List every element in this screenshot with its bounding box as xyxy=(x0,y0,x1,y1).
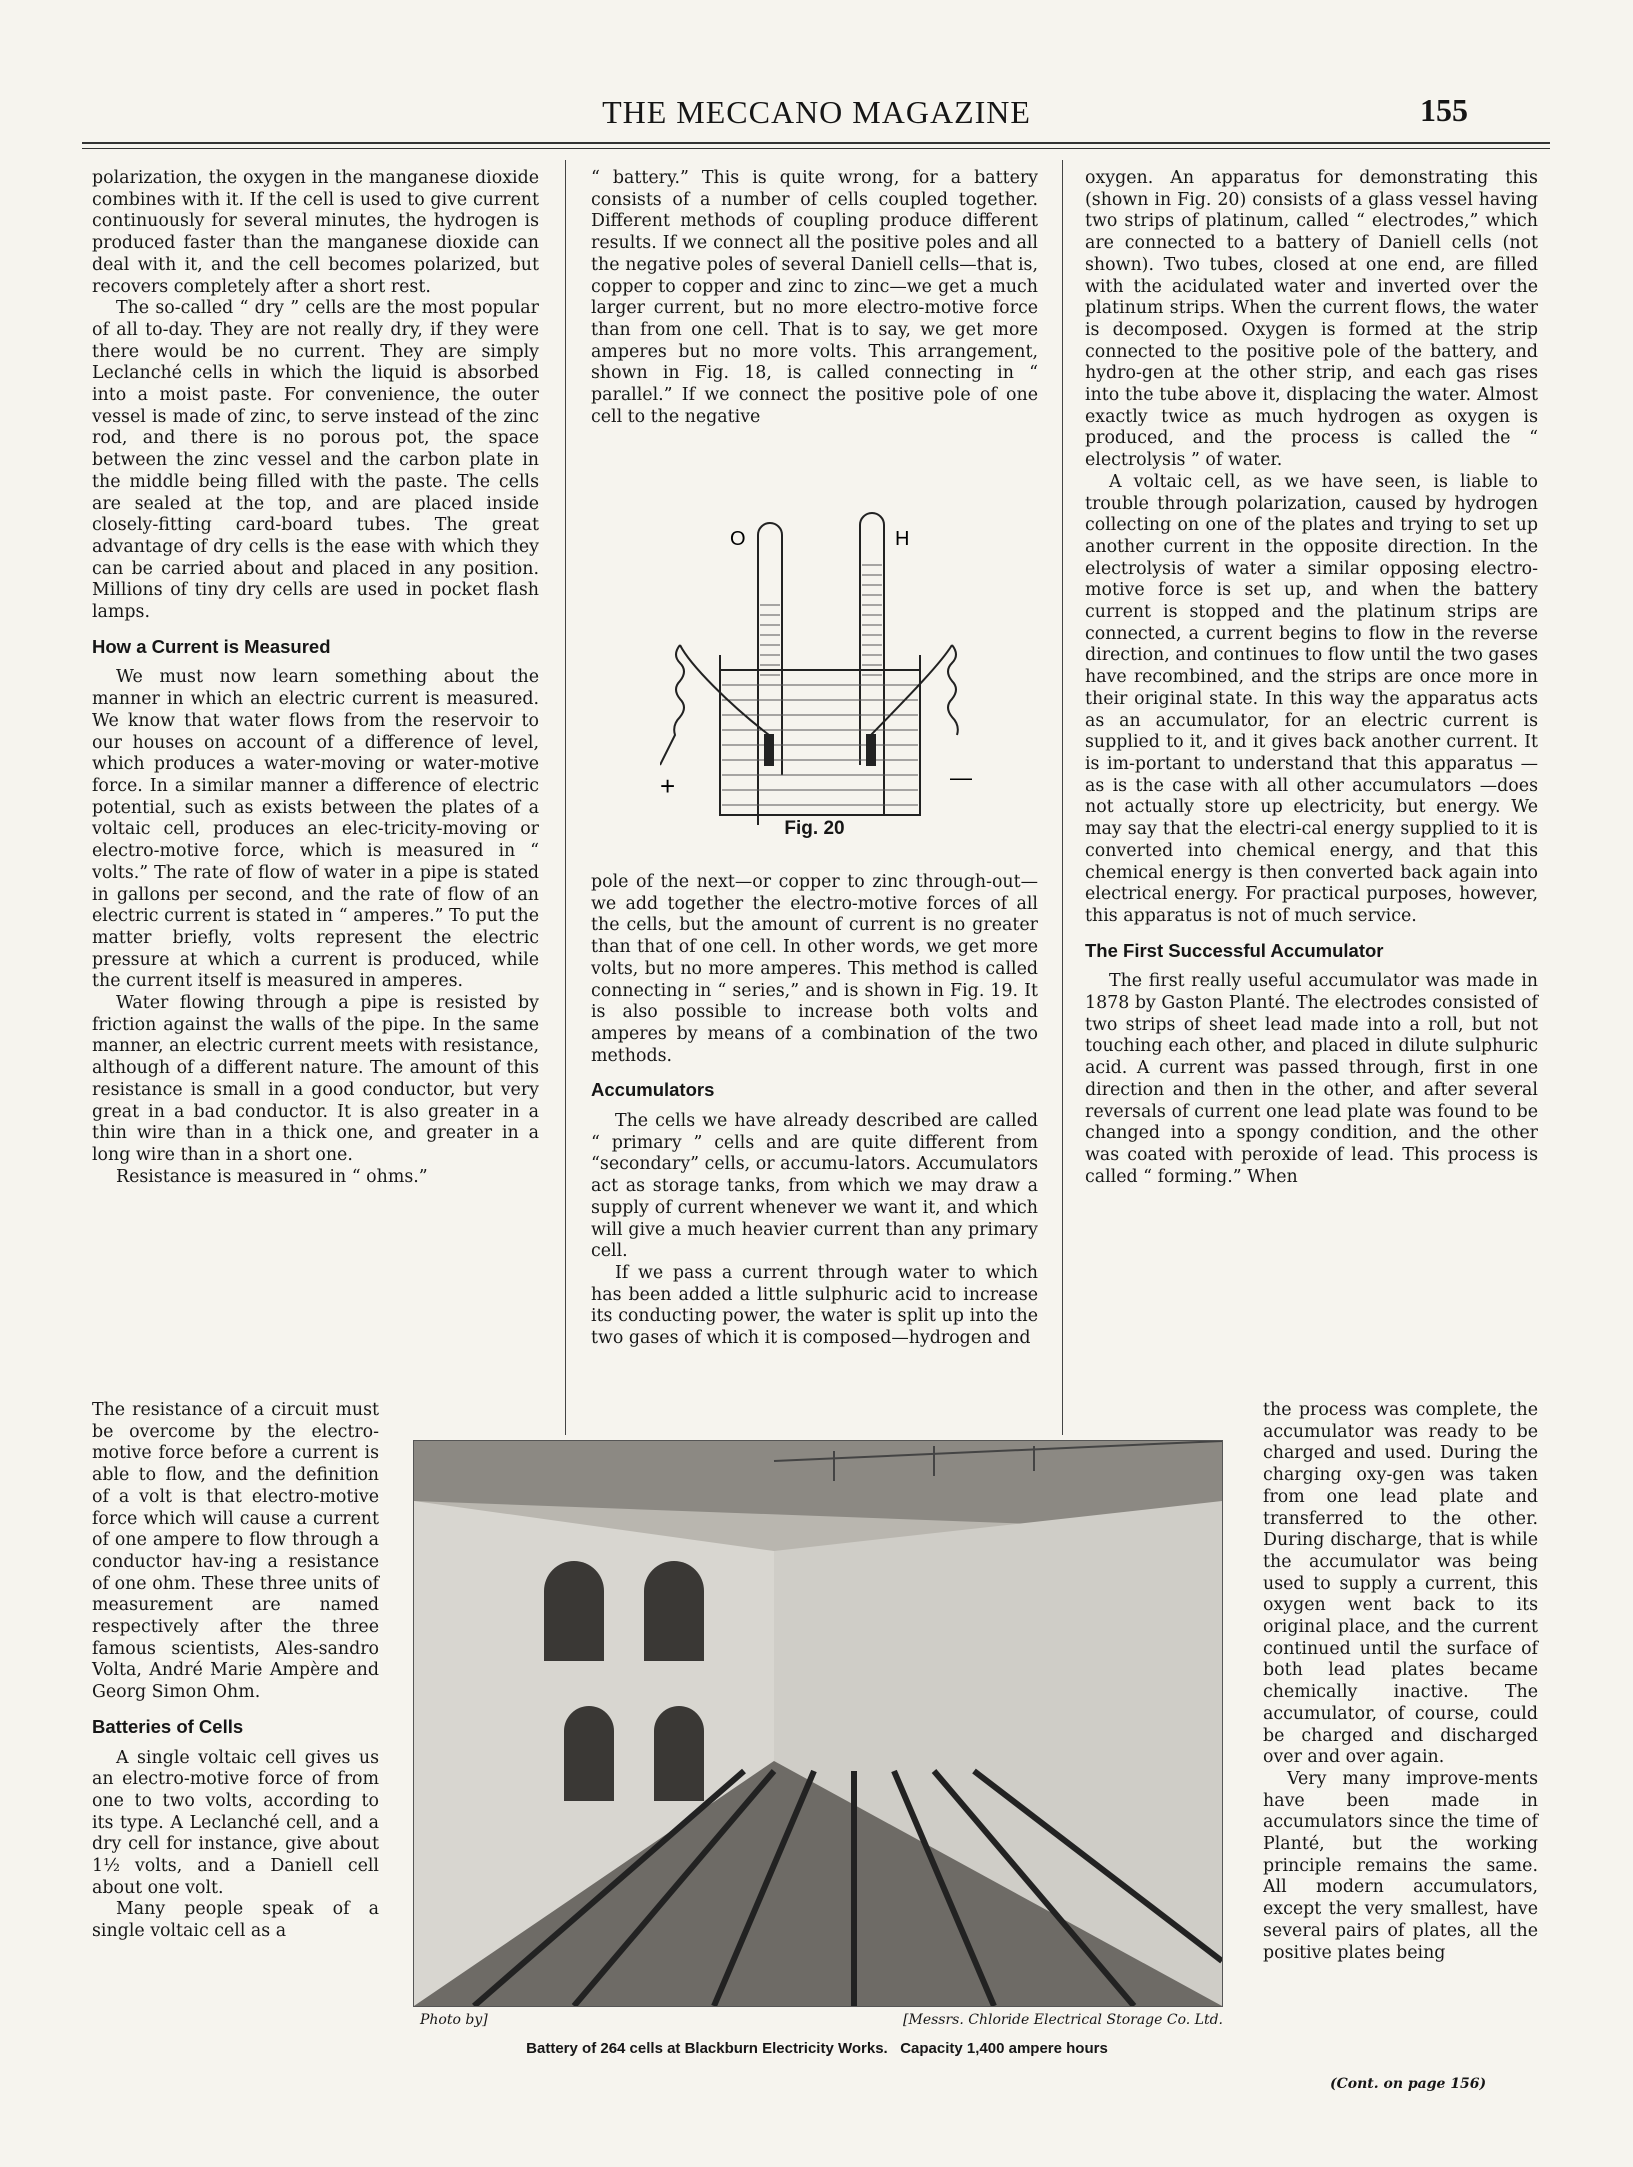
paragraph: “ battery.” This is quite wrong, for a battery consists of a number of cells coupled together. Different methods of coupling produce different results. If we connect all the positive poles and all the negative poles of several Daniell cells—that is, copper to copper and zinc to zinc—we get a much larger current, but no more electro-motive force than from one cell. That is to say, we get more amperes but no more volts. This arrangement, shown in Fig. 18, is called connecting in “ parallel.” If we connect the positive pole of one cell to the negative xyxy=(591,168,1038,427)
column-3-lower xyxy=(1263,1400,1538,1964)
paragraph: polarization, the oxygen in the manganese dioxide combines with it. If the cell is used to give current continuously for several minutes, the hydrogen is produced faster than the manganese dioxide can deal with it, and the cell becomes polarized, but recovers completely after a short rest. xyxy=(92,168,539,297)
figure-20-diagram xyxy=(660,505,980,850)
battery-room-photo xyxy=(413,1440,1223,2007)
paragraph: Water flowing through a pipe is resisted by friction against the walls of the pipe. In the same manner, an electric current meets with resistance, although of a different nature. The amount of this resistance is small in a good conductor, but very great in a bad conductor. It is also greater in a thin wire than in a thick one, and greater in a long wire than in a short one. xyxy=(92,993,539,1165)
paragraph: The first really useful accumulator was made in 1878 by Gaston Planté. The electrodes consisted of two strips of sheet lead made into a roll, but not touching each other, and placed in dilute sulphuric acid. A current was passed through, first in one direction and then in the other, and after several reversals of current one lead plate was found to be changed into a spongy condition, and the other was coated with peroxide of lead. This process is called “ forming.” When xyxy=(1085,971,1538,1187)
electrode-right xyxy=(867,735,875,765)
paragraph: The so-called “ dry ” cells are the most popular of all to-day. They are not really dry, if they were there would be no current. They are simply Leclanché cells in which the liquid is absorbed into a moist paste. For convenience, the outer vessel is made of zinc, to serve instead of the zinc rod, and there is no porous pot, the space between the zinc vessel and the carbon plate in the middle being filled with the paste. The cells are sealed at the top, and are placed inside closely-fitting card-board tubes. The great advantage of dry cells is the ease with which they can be carried about and placed in any position. Millions of tiny dry cells are used in pocket flash lamps. xyxy=(92,298,539,623)
paragraph: Resistance is measured in “ ohms.” xyxy=(116,1166,428,1187)
column-1 xyxy=(92,168,539,1188)
paragraph: Very many improve-ments have been made in accumulators since the time of Planté, but the working principle remains the same. All modern accumulators, except the very smallest, have several pairs of plates, all the positive plates being xyxy=(1263,1768,1538,1963)
paragraph: If we pass a current through water to which has been added a little sulphuric acid to increase its conducting power, the water is split up into the two gases of which it is composed—hydrogen and xyxy=(591,1262,1038,1349)
section-heading: Batteries of Cells xyxy=(92,1715,244,1737)
paragraph: The cells we have already described are called “ primary ” cells and are quite different from “secondary” cells, or accumu-lators. Accumulators act as storage tanks, from which we may draw a supply of current whenever we want it, and which will give a much heavier current than any primary cell. xyxy=(591,1111,1038,1262)
header-rule xyxy=(82,142,1550,144)
label-h: H xyxy=(895,528,910,550)
wire-left xyxy=(660,645,769,765)
column-3 xyxy=(1085,168,1538,1188)
column-divider-right xyxy=(1062,160,1063,1435)
figure-caption: Fig. 20 xyxy=(784,818,845,839)
photo-credit-left: Photo by] xyxy=(420,2012,488,2028)
paragraph: oxygen. An apparatus for demonstrating this (shown in Fig. 20) consists of a glass vessel having two strips of platinum, called “ electrodes,” which are connected to a battery of Daniell cells (not shown). Two tubes, closed at one end, are filled with the acidulated water and inverted over the platinum strips. When the current flows, the water is decomposed. Oxygen is formed at the strip connected to the positive pole of the battery, and hydro-gen at the other strip, and each gas rises into the tube above it, displacing the water. Almost exactly twice as much hydrogen as oxygen is produced, and the process is called the “ electrolysis ” of water. xyxy=(1085,168,1538,471)
tube-h xyxy=(860,513,884,815)
photo-credit-right: [Messrs. Chloride Electrical Storage Co. Ltd. xyxy=(903,2012,1223,2028)
label-plus: + xyxy=(660,771,676,801)
paragraph: The resistance of a circuit must be overcome by the electro-motive force before a current is able to flow, and the definition of a volt is that electro-motive force which will cause a current of one ampere to flow through a conductor hav-ing a resistance of one ohm. These three units of measurement are named respectively after the three famous scientists, Ales-sandro Volta, André Marie Ampère and Georg Simon Ohm. xyxy=(92,1400,379,1703)
tube-o xyxy=(758,523,782,825)
electrode-left xyxy=(765,735,773,765)
column-2 xyxy=(591,168,1038,428)
paragraph: A single voltaic cell gives us an electro-motive force of from one to two volts, according to its type. A Leclanché cell, and a dry cell for instance, give about 1½ volts, and a Daniell cell about one volt. xyxy=(92,1747,379,1898)
section-heading: How a Current is Measured xyxy=(92,635,331,657)
label-o: O xyxy=(730,528,746,550)
page-title: THE MECCANO MAGAZINE xyxy=(602,94,1031,130)
page-number: 155 xyxy=(1420,92,1468,128)
column-2-lower xyxy=(591,872,1038,1350)
paragraph: the process was complete, the accumulator was ready to be charged and used. During the charging oxy-gen was taken from one lead plate and transferred to the other. During discharge, that is while the accumulator was being used to supply a current, this oxygen went back to its original place, and the current continued until the surface of both lead plates became chemically inactive. The accumulator, of course, could be charged and discharged over and over again. xyxy=(1263,1400,1538,1768)
paragraph: Many people speak of a single voltaic cell as a xyxy=(92,1899,379,1942)
column-1-lower xyxy=(92,1400,379,1943)
paragraph: A voltaic cell, as we have seen, is liable to trouble through polarization, caused by hydrogen collecting on one of the plates and trying to set up another current in the opposite direction. In the electrolysis of water a similar opposing electro-motive force is set up, and when the battery current is stopped and the platinum strips are connected, a current begins to flow in the reverse direction, and continues to flow until the two gases have recombined, and the strips are once more in their original state. In this way the apparatus acts as an accumulator, for an electric current is supplied to it, and it gives back another current. It is im-portant to understand that this apparatus —as is the case with all other accumulators —does not actually store up electricity, but energy. We may say that the electri-cal energy supplied to it is converted into chemical energy, and that this chemical energy is then converted back again into electrical energy. For practical purposes, however, this apparatus is not of much service. xyxy=(1085,471,1538,926)
paragraph: We must now learn something about the manner in which an electric current is measured. We know that water flows from the reservoir to our houses on account of a difference of level, which produces a water-moving or water-motive force. In a similar manner a difference of electric potential, such as exists between the plates of a voltaic cell, produces an elec-tricity-moving or electro-motive force, which is measured in “ volts.” The rate of flow of water in a pipe is stated in gallons per second, and the rate of flow of an electric current is stated in “ amperes.” To put the matter briefly, volts represent the electric pressure at which a current is produced, while the current itself is measured in amperes. xyxy=(92,667,539,992)
paragraph: pole of the next—or copper to zinc through-out—we add together the electro-motive forces of all the cells, but the amount of current is no greater than that of one cell. In other words, we get more volts, but no more amperes. This method is called connecting in “ series,” and is shown in Fig. 19. It is also possible to increase both volts and amperes by means of a combination of the two methods. xyxy=(591,872,1038,1066)
section-heading: The First Successful Accumulator xyxy=(1085,939,1384,961)
section-heading: Accumulators xyxy=(591,1079,715,1101)
header-rule-thin xyxy=(82,148,1550,149)
column-divider-left xyxy=(565,160,566,1435)
vessel xyxy=(720,655,920,815)
photo-caption: Battery of 264 cells at Blackburn Electricity Works. Capacity 1,400 ampere hours xyxy=(526,2040,1108,2057)
continued-note: (Cont. on page 156) xyxy=(1330,2076,1487,2092)
label-minus: — xyxy=(950,765,972,790)
